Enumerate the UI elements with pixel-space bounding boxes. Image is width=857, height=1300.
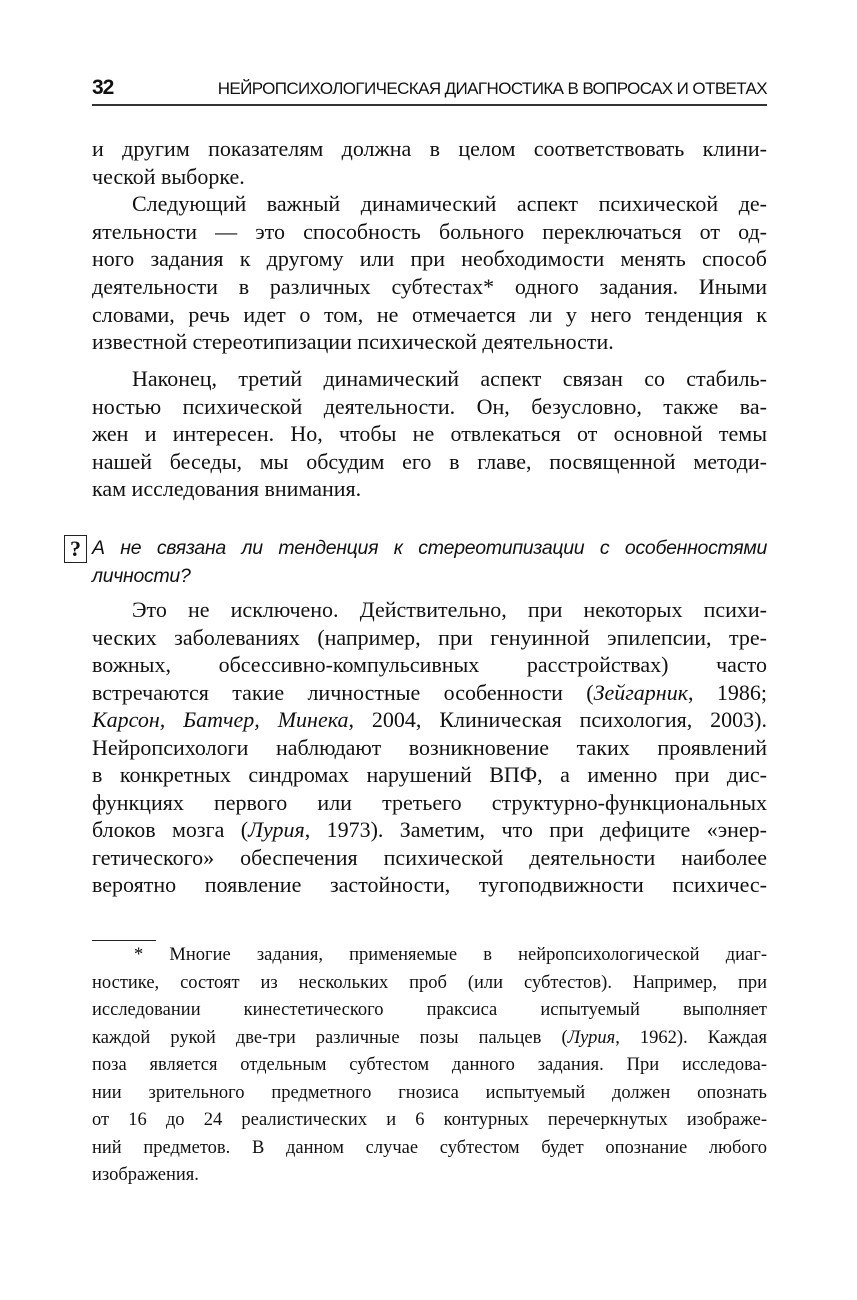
text-run: Нейропсихологи наблюдают возникновение таких проявлений	[92, 734, 767, 760]
text-run: , 2004, Клиническая психология, 2003).	[348, 707, 767, 732]
text-run: нашей беседы, мы обсудим его в главе, посвященной методи-	[92, 448, 767, 474]
text-run: ностике, состоят из нескольких проб (или субтестов). Например, при	[92, 972, 767, 993]
footnote-line	[92, 1028, 767, 1049]
paragraph-line	[92, 246, 767, 272]
footnote-line	[92, 1000, 767, 1021]
text-run: поза является отдельным субтестом данного задания. При исследова-	[92, 1055, 767, 1075]
text-run: Наконец, третий динамический аспект связан со стабиль-	[132, 366, 767, 391]
text-run: каждой рукой две-три различные позы пальцев (	[92, 1027, 568, 1048]
footnote-line	[134, 945, 767, 966]
footnote-line	[92, 1083, 767, 1104]
paragraph-line	[92, 219, 767, 245]
text-run: деятельности в различных субтестах* одного задания. Иными	[92, 274, 767, 299]
citation-author: Карсон, Батчер, Минека	[92, 707, 349, 732]
paragraph-line	[92, 164, 767, 190]
citation-author: Зейгарник	[593, 679, 689, 705]
answer-line	[92, 790, 767, 816]
text-run: ностью психической деятельности. Он, безусловно, также ва-	[92, 393, 767, 419]
answer-line	[92, 652, 767, 678]
text-run: вожных, обсессивно-компульсивных расстройствах) часто	[92, 652, 767, 677]
footnote-line	[92, 1165, 767, 1186]
answer-line	[132, 597, 767, 623]
citation-author: Лурия	[248, 817, 305, 842]
text-run: кам исследования внимания.	[92, 476, 362, 502]
text-run: * Многие задания, применяемые в нейропсихологической диаг-	[134, 945, 767, 965]
text-run: вероятно появление застойности, тугоподвижности психичес-	[92, 872, 767, 897]
paragraph-line	[92, 274, 767, 300]
answer-line	[92, 707, 767, 733]
text-run: , 1986;	[688, 679, 767, 705]
answer-line	[92, 872, 767, 898]
question-mark-icon: ?	[64, 535, 87, 563]
text-run: ческой выборке.	[92, 163, 245, 189]
answer-line	[92, 762, 767, 788]
text-run: в конкретных синдромах нарушений ВПФ, а именно при дис-	[92, 762, 767, 787]
paragraph-line	[92, 302, 767, 328]
running-title: НЕЙРОПСИХОЛОГИЧЕСКАЯ ДИАГНОСТИКА В ВОПРОСАХ И ОТВЕТАХ	[217, 79, 767, 98]
footnote-line	[92, 1138, 767, 1159]
paragraph-line	[132, 366, 767, 392]
text-run: встречаются такие личностные особенности (	[92, 679, 594, 705]
paragraph-line	[92, 449, 767, 475]
text-run: исследовании кинестетического праксиса испытуемый выполняет	[92, 1000, 767, 1020]
paragraph-line	[92, 476, 767, 502]
answer-line	[92, 817, 767, 843]
footnote-rule	[92, 940, 156, 941]
text-run: А не связана ли тенденция к стереотипизации с особенностями	[92, 537, 767, 559]
text-run: нии зрительного предметного гнозиса испытуемый должен опознать	[92, 1082, 767, 1103]
text-run: , 1973). Заметим, что при дефиците «энер-	[304, 817, 768, 842]
text-run: ятельности — это способность больного переключаться от од-	[92, 218, 767, 244]
text-run: словами, речь идет о том, не отмечается ли у него тенденция к	[92, 301, 767, 327]
paragraph-line	[132, 191, 767, 217]
text-run: личности?	[92, 565, 191, 587]
text-run: и другим показателям должна в целом соответствовать клини-	[92, 136, 767, 161]
footnote-line	[92, 1110, 767, 1131]
text-run: блоков мозга (	[92, 817, 249, 842]
question-line	[92, 537, 767, 560]
question-line	[92, 565, 767, 588]
paragraph-line	[92, 136, 767, 162]
paragraph-line	[92, 329, 767, 355]
paragraph-line	[92, 421, 767, 447]
text-run: Это не исключено. Действительно, при некоторых психи-	[132, 597, 767, 622]
text-run: ческих заболеваниях (например, при генуинной эпилепсии, тре-	[92, 624, 767, 650]
text-run: гетического» обеспечения психической деятельности наиболее	[92, 844, 767, 870]
answer-line	[92, 845, 767, 871]
text-run: ний предметов. В данном случае субтестом будет опознание любого	[92, 1137, 767, 1158]
header-rule	[92, 104, 767, 106]
text-run: , 1962). Каждая	[615, 1027, 767, 1048]
citation-author: Лурия	[567, 1027, 616, 1048]
text-run: известной стереотипизации психической деятельности.	[92, 329, 614, 355]
text-run: ного задания к другому или при необходимости менять способ	[92, 246, 767, 272]
text-run: от 16 до 24 реалистических и 6 контурных перечеркнутых изображе-	[92, 1110, 767, 1130]
answer-line	[92, 680, 767, 706]
text-run: функциях первого или третьего структурно-функциональных	[92, 789, 767, 815]
text-run: Следующий важный динамический аспект психической де-	[132, 191, 767, 217]
footnote-line	[92, 973, 767, 994]
footnote-line	[92, 1055, 767, 1076]
page-number: 32	[92, 76, 114, 99]
text-run: жен и интересен. Но, чтобы не отвлекаться от основной темы	[92, 421, 767, 447]
answer-line	[92, 735, 767, 761]
answer-line	[92, 625, 767, 651]
text-run: изображения.	[92, 1165, 199, 1185]
paragraph-line	[92, 394, 767, 420]
